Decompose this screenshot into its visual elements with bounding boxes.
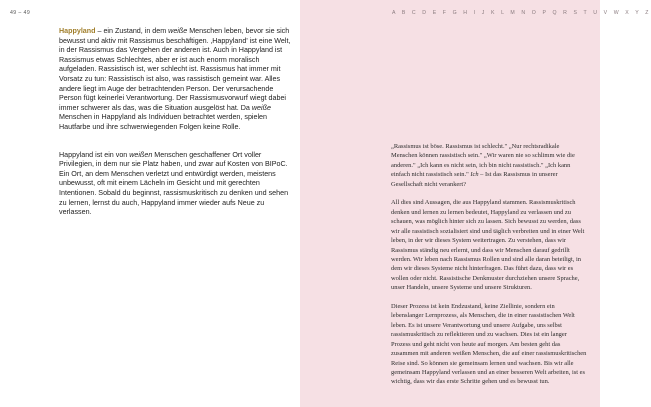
paragraph: Happyland ist ein von weißen Menschen geschaffener Ort voller Privilegien, in dem nur sie Platz haben, und zwar auf Kosten von BIPoC. Ein Ort, an dem Menschen verletzt und entwürdigt werden, meistens unbewusst, oft mit einem Lächeln im Gesicht und mit gerechten Intentionen. Sobald du beginnst, rassismuskritisch zu denken und sehen zu lernen, lernst du auch, Happyland immer wieder aufs Neue zu verlassen. xyxy=(59,150,289,217)
alphabet-index: A B C D E F G H I J K L M N O P Q R S T U V W X Y Z xyxy=(392,10,651,16)
left-page xyxy=(0,0,300,407)
lead-term: Happyland xyxy=(59,27,96,35)
paragraph: Happyland – ein Zustand, in dem weiße Menschen leben, bevor sie sich bewusst und aktiv mit Rassismus beschäftigen. ‚Happyland' ist eine Welt, in der Rassismus das Vergehen der anderen ist. Auch in Happyland ist Rassismus etwas Schlechtes, aber er ist auch enorm moralisch aufgeladen. Rassistisch ist, wer schlecht ist. Rassismus hat immer mit Vorsatz zu tun: Rassistisch ist also, was rassistisch gemeint war. Alles andere liegt im Auge der betrachtenden Person. Der verursachende Person fügt keinerlei Verantwortung. Der Rassismusvorwurf wiegt dabei immer schwerer als das, was die Situation ausgelöst hat. Da weiße Menschen in Happyland als Individuen betrachtet werden, spielen Hautfarbe und ihre schwerwiegenden Folgen keine Rolle. xyxy=(59,27,291,131)
paragraph: Dieser Prozess ist kein Endzustand, keine Ziellinie, sondern ein lebenslanger Lernprozess, als Menschen, die in einer rassistischen Welt leben. Es ist unsere Verantwortung und unsere Aufgabe, uns selbst rassismuskritisch zu reflektieren und zu wachsen. Dies ist ein langer Prozess und geht nicht von heute auf morgen. Am besten geht das zusammen mit anderen weißen Menschen, die auf einer rassismuskritischen Reise sind. So können sie gemeinsam lernen und wachsen. Bis wir alle gemeinsam Happyland verlassen und an einer besseren Welt arbeiten, ist es wichtig, dass wir das erste Schritte gehen und es bewusst tun. xyxy=(391,302,587,386)
right-page xyxy=(300,0,651,407)
left-body-text xyxy=(59,27,291,236)
paragraph: All dies sind Aussagen, die aus Happyland stammen. Rassismuskritisch denken und lernen zu lernen bedeutet, Happyland zu verlassen und zu schauen, was möglich hinter sich zu lassen. Sich bewusst zu werden, dass wir alle rassistisch sozialisiert sind und täglich verbreiten und in einer Welt leben, in der wir dieses System weitertragen. Zu verstehen, dass wir Rassismus ständig neu erlernt, und dass wir Menschen darauf gedrillt werden. Wir leben nach Rassismus Rollen und sind alle daran beteiligt, in dem wir dieses Systeme nicht hinterfragen. Das führt dazu, dass wir es wollen oder nicht. Rassistische Denkmuster durchziehen unsere Sprache, unser Handeln, unsere Systeme und unsere Strukturen. xyxy=(391,199,585,292)
page-numbers: 49 – 49 xyxy=(10,10,31,16)
quote-paragraph: „Rassismus ist böse. Rassismus ist schlecht." „Nur rechtsradikale Menschen können rassistisch sein." „Wir waren nie so schlimm wie die anderen." „Ich kann es nicht sein, ich bin nicht rassistisch." „Ich kann einfach nicht rassistisch sein." Ich – Ist das Rassismus in unserer Gesellschaft nicht verankert? xyxy=(391,143,575,188)
right-body-text xyxy=(391,142,587,396)
